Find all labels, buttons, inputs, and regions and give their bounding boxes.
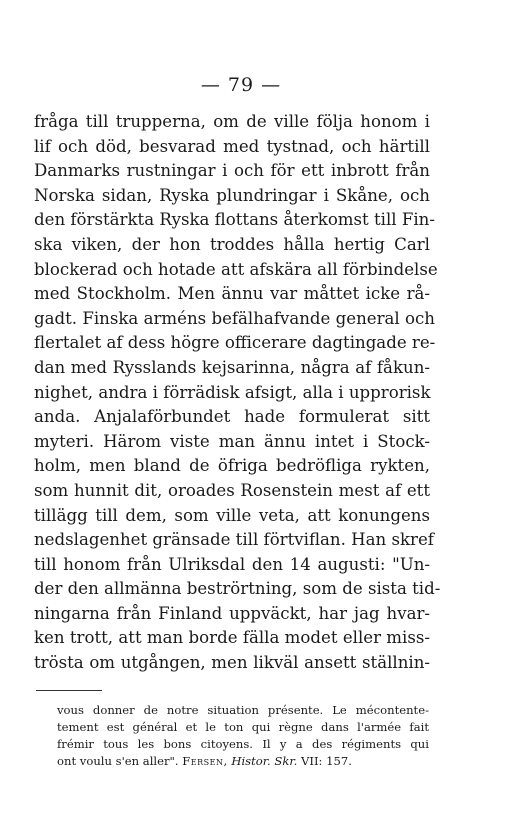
citation-work: Histor. Skr. xyxy=(231,754,298,768)
text-line: fråga till trupperna, om de ville följa honom i xyxy=(34,112,430,131)
text-line: der den allmänna beströrtning, som de sista tid- xyxy=(34,579,441,599)
text-line: ska viken, der hon troddes hålla hertig Carl xyxy=(34,234,430,254)
footnote-rule xyxy=(36,690,102,691)
text-line: Norska sidan, Ryska plundringar i Skåne, och xyxy=(34,185,430,205)
text-line: till honom från Ulriksdal den 14 augusti: "Un- xyxy=(34,554,430,574)
text-line: nedslagenhet gränsade till förtviflan. Han skref xyxy=(34,530,434,550)
footnote-line: tement est général et le ton qui règne dans l'armée fait xyxy=(57,720,429,734)
text-line: lif och död, besvarad med tystnad, och härtill xyxy=(34,136,430,156)
footnote-line-citation xyxy=(57,753,429,770)
text-line: dan med Rysslands kejsarinna, några af fåkun- xyxy=(34,357,430,377)
footnote xyxy=(57,702,429,770)
text-line: flertalet af dess högre officerare dagtingade re- xyxy=(34,333,436,353)
text-line: den förstärkta Ryska flottans återkomst till Fin- xyxy=(34,210,435,230)
text-line: trösta om utgången, men likväl ansett ställnin- xyxy=(34,653,430,673)
footnote-line: vous donner de notre situation présente. Le mécontente- xyxy=(57,703,429,717)
text-line: tillägg till dem, som ville veta, att konungens xyxy=(34,505,430,525)
footnote-line: frémir tous les bons citoyens. Il y a des régiments qui xyxy=(57,737,429,751)
citation-reference: VII: 157. xyxy=(301,754,352,768)
text-line: nighet, andra i förrädisk afsigt, alla i upprorisk xyxy=(34,382,431,402)
text-line: blockerad och hotade att afskära all förbindelse xyxy=(34,259,438,279)
text-line: ken trott, att man borde fälla modet eller miss- xyxy=(34,628,430,648)
text-line: anda. Anjalaförbundet hade formulerat sitt xyxy=(34,407,430,427)
footnote-quote-end: ont voulu s'en aller". xyxy=(57,754,183,768)
text-line: Danmarks rustningar i och för ett inbrott från xyxy=(34,161,430,181)
text-line: myteri. Härom viste man ännu intet i Stock- xyxy=(34,431,430,451)
text-line: gadt. Finska arméns befälhafvande general och xyxy=(34,308,435,328)
text-line: med Stockholm. Men ännu var måttet icke rå- xyxy=(34,284,430,304)
text-line: ningarna från Finland uppväckt, har jag hvar- xyxy=(34,603,430,623)
body-text xyxy=(34,110,441,676)
text-line: holm, men bland de öfriga bedröfliga rykten, xyxy=(34,456,430,476)
page-number: — 79 — xyxy=(200,74,282,96)
text-line: som hunnit dit, oroades Rosenstein mest af ett xyxy=(34,480,430,500)
citation-author: Fersen, xyxy=(182,754,228,768)
